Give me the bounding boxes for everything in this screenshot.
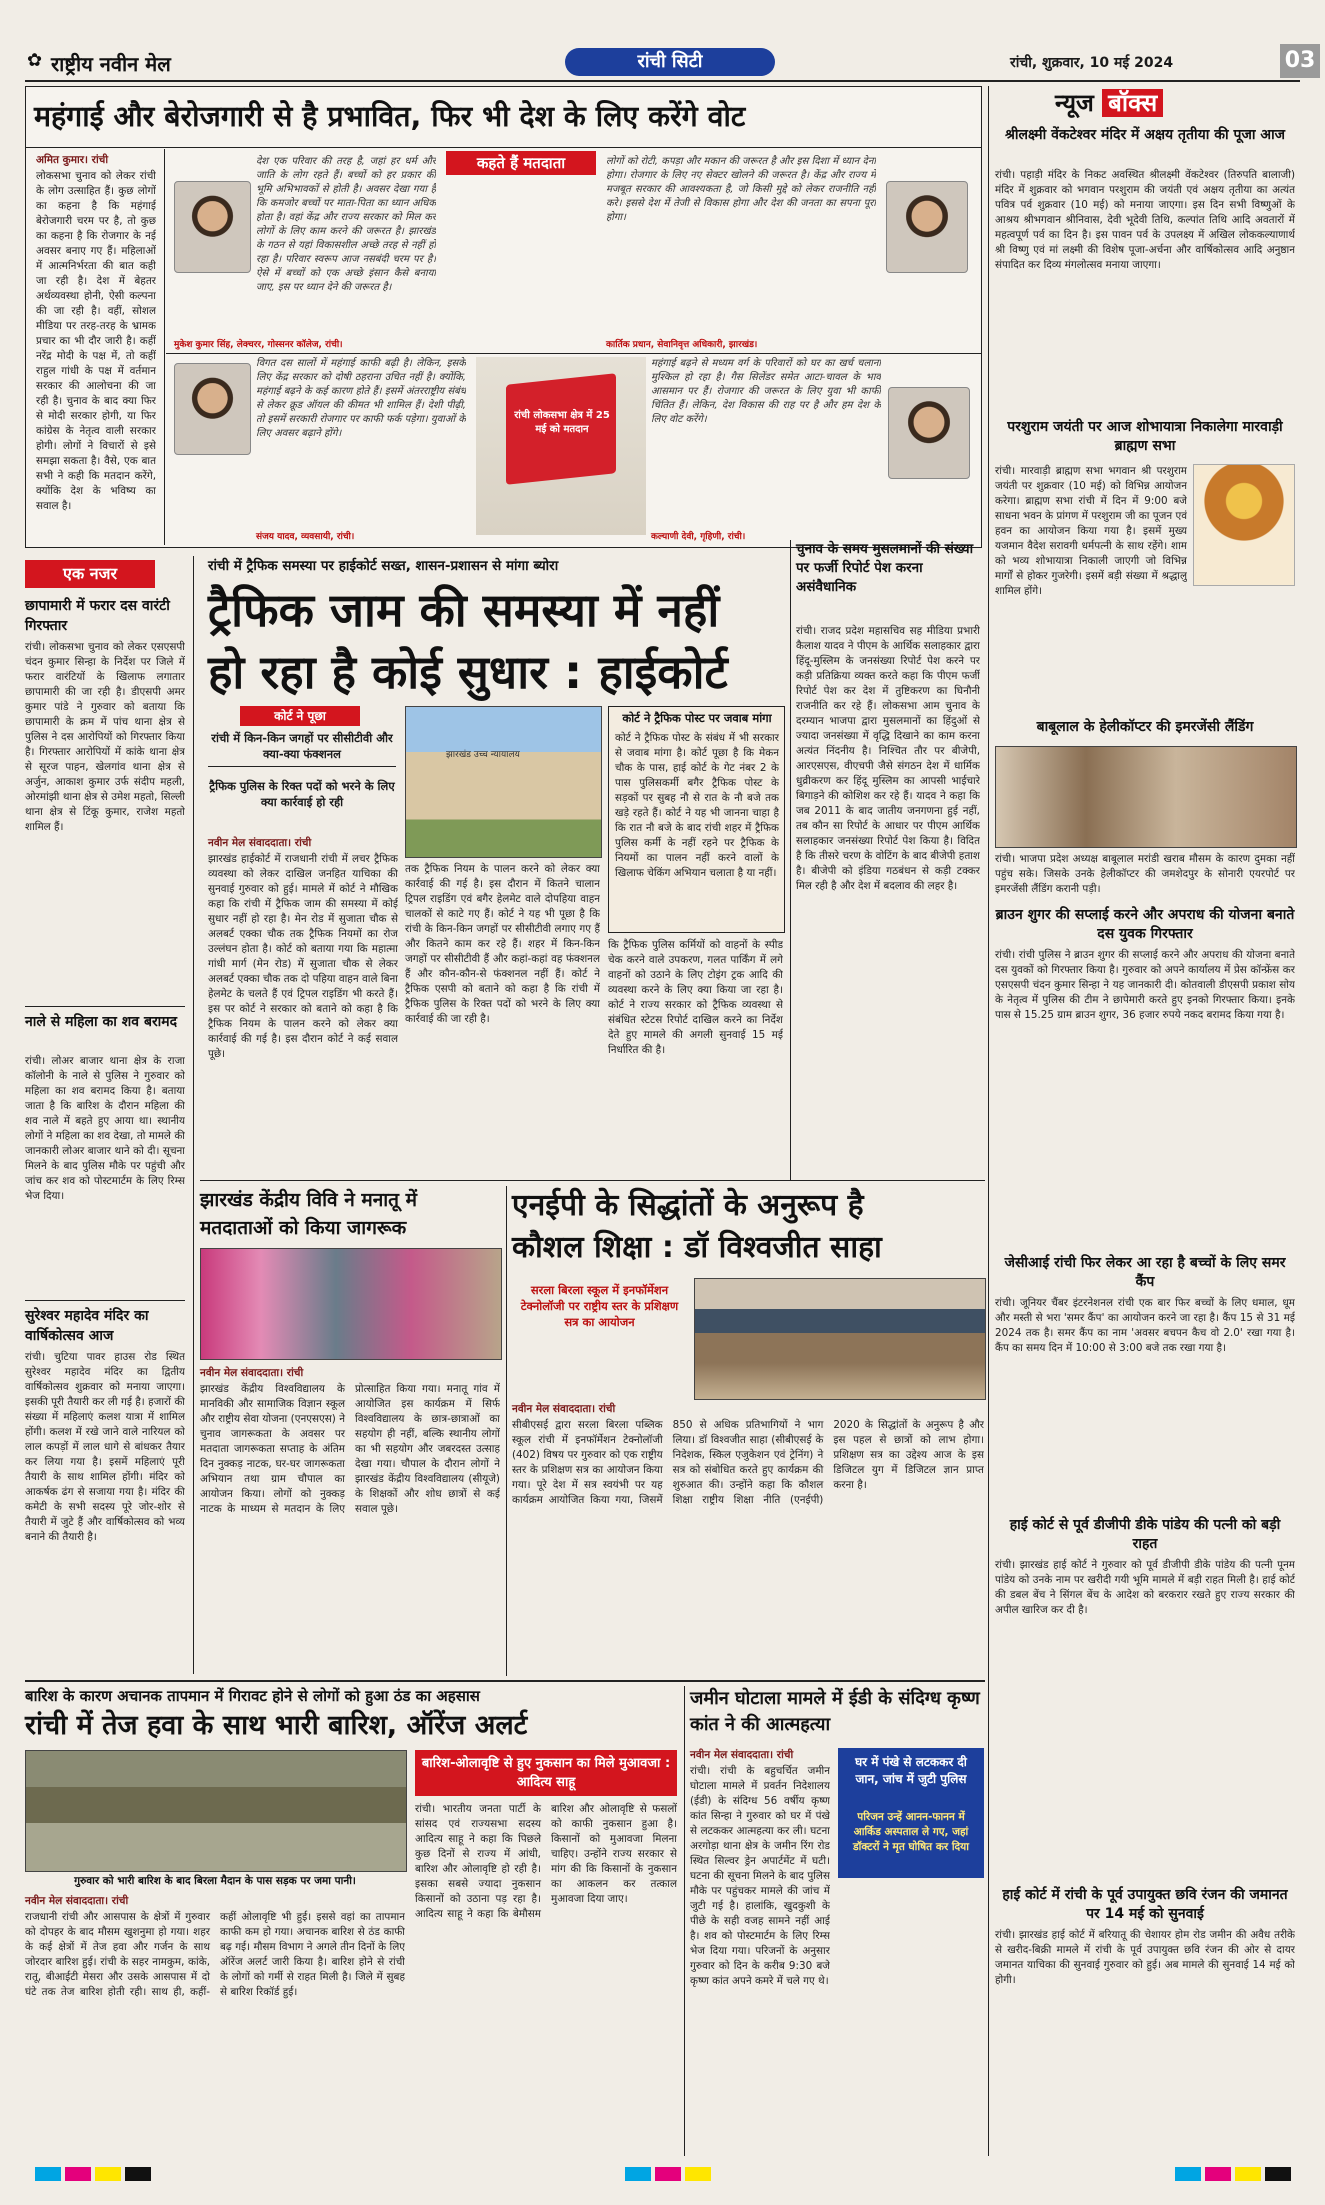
traffic-body-1: झारखंड हाईकोर्ट में राजधानी रांची में लचर ट्रैफिक व्यवस्था को लेकर दाखिल जनहित याचिका की सुनवाई गुरुवार को हुई। मामले में कोर्ट ने मौखिक कहा कि रांची में ट्रैफिक जाम की समस्या में कोई सुधार नहीं हो रहा है। मेन रोड में सुजाता चौक से अलबर्ट एक्का चौक तक ट्रैफिक नियमों का रोज उल्लंघन होता है। कोर्ट को बताया गया कि महात्मा गांधी मार्ग (मेन रोड) में सुजाता चौक से लेकर अलबर्ट एक्का चौक तक दो पहिया वाहन वाले बिना हेलमेट के चलते हैं एवं ट्रिपल राइडिंग भी करते हैं। इस पर कोर्ट ने सरकार को बताने को कहा है कि ट्रैफिक नियम के पालन करने को लेकर क्या कार्रवाई की गई है। इस दौरान कोर्ट ने कई सवाल पूछे। xyxy=(208,853,398,1060)
dateline: रांची, शुक्रवार, 10 मई 2024 xyxy=(1010,55,1174,71)
court-question-2: ट्रैफिक पुलिस के रिक्त पदों को भरने के लिए क्या कार्रवाई हो रही xyxy=(209,779,395,809)
land-scam-byline: नवीन मेल संवाददाता। रांची xyxy=(690,1749,794,1761)
university-story xyxy=(200,1186,500,1676)
brief-1-head: छापामारी में फरार दस वारंटी गिरफ्तार xyxy=(25,598,170,634)
rain-body: राजधानी रांची और आसपास के क्षेत्रों में गुरुवार को दोपहर के बाद मौसम खुशनुमा हो गया। शहर के कई क्षेत्रों में तेज हवा और गर्जन के साथ जोरदार बारिश हुई। रांची के सहर नामकुम, कांके, रातू, बीआईटी मेसरा और उसके आसपास में दो घंटे तक तेज बारिश होती रही। साथ ही, कहीं-कहीं ओलावृष्टि भी हुई। इससे वहां का तापमान काफी कम हो गया। अचानक बारिश से ठंड काफी बढ़ गई। मौसम विभाग ने अगले तीन दिनों के लिए ऑरेंज अलर्ट जारी किया है। बारिश होने से रांची के लोगों को गर्मी से राहत मिली है। जिले में सुबह से बारिश रिकॉर्ड हुई। xyxy=(25,1911,405,1998)
land-scam-body: रांची। रांची के बहुचर्चित जमीन घोटाला मामले में प्रवर्तन निदेशालय (ईडी) के संदिग्ध 56 वर्षीय कृष्ण कांत सिन्हा ने गुरुवार को घर में पंखे से लटककर आत्महत्या कर ली। घटना अरगोड़ा थाना क्षेत्र के जमीन रिंग रोड स्थित सिल्वर ड्रेन अपार्टमेंट में घटी। घटना की सूचना मिलने के बाद पुलिस मौके पर पहुंचकर मामले की जांच में जुटी गई है। हालांकि, खुदकुशी के पीछे के सही वजह सामने नहीं आई है। शव को पोस्टमार्टम के लिए रिम्स भेज दिया गया। परिजनों के अनुसार गुरुवार को दिन के करीब 9:30 बजे कृष्ण कांत अपने कमरे में चले गए थे। xyxy=(690,1765,830,1987)
skill-headline-2: कौशल शिक्षा : डॉ विश्वजीत साहा xyxy=(512,1230,882,1265)
skill-story xyxy=(512,1186,984,1676)
quote-3: विगत दस सालों में महंगाई काफी बढ़ी है। लेकिन, इसके लिए केंद्र सरकार को दोषी ठहराना उचित नहीं है। क्योंकि, महंगाई बढ़ने के कई कारण होते हैं। इसमें अंतरराष्ट्रीय संबंध से लेकर क्रूड ऑयल की कीमत भी शामिल हैं। देशी पीढ़ी, तो इसमें सरकारी रोजगार पर काफी फर्क पड़ेगा। युवाओं के लिए अवसर बढ़ाने होंगे। xyxy=(256,358,466,439)
university-headline-2: मतदाताओं को किया जागरूक xyxy=(200,1217,407,1239)
compensation-tag: बारिश-ओलावृष्टि से हुए नुकसान का मिले मुआवजा : आदित्य साहू xyxy=(415,1750,677,1796)
quote-3-person: संजय यादव, व्यवसायी, रांची। xyxy=(256,532,355,542)
color-swatch-1 xyxy=(35,2167,61,2181)
box-item-5-body: रांची। जूनियर चैंबर इंटरनेशनल रांची एक बार फिर बच्चों के लिए धमाल, धूम और मस्ती से भरा 'समर कैंप' का आयोजन करने जा रहा है। कैंप 15 से 31 मई 2024 तक है। समर कैंप का नाम 'अवसर बचपन कैच वो 2.0' रखा गया है। कैंप का समय दिन में 10:00 से 3:00 बजे तक रखा गया है। xyxy=(995,1297,1295,1354)
box-item-1-body: रांची। पहाड़ी मंदिर के निकट अवस्थित श्रीलक्ष्मी वेंकटेश्वर (तिरुपति बालाजी) मंदिर में शुक्रवार को भगवान परशुराम की जयंती एवं अक्षय तृतीया का अत्यंत पवित्र पर्व शुक्रवार (10 मई) को मनाया जाएगा। इस दिन सभी विष्णुओं के आश्रय श्रीभगवान श्रीनिवास, देवी भूदेवी तिथि, कल्पांत तिथि आदि अवतारों में महत्वपूर्ण पर्व का दिन है। इस पावन पर्व के उपलक्ष्य में अखिल लोककल्याणार्थ श्री विष्णु एवं मां लक्ष्मी की विशेष पूजा-अर्चना और वार्षिकोत्सव आदि अनुष्ठान संपादित कर दिव्य मंगलोत्सव मनाया जाएगा। xyxy=(995,169,1295,271)
box-item-3-head: बाबूलाल के हेलीकॉप्टर की इमरजेंसी लैंडिंग xyxy=(1036,719,1254,735)
quote-4: महंगाई बढ़ने से मध्यम वर्ग के परिवारों को घर का खर्च चलाना मुश्किल हो रहा है। गैस सिलेंडर समेत आटा-चावल के भाव आसमान पर हैं। रोजगार की जरूरत के लिए युवा भी काफी चिंतित हैं। लेकिन, देश विकास की राह पर है और हम देश के लिए वोट करेंगे। xyxy=(651,358,881,425)
color-swatch-10 xyxy=(1235,2167,1261,2181)
election-poster xyxy=(476,357,646,535)
box-item-4-head: ब्राउन शुगर की सप्लाई करने और अपराध की योजना बनाते दस युवक गिरफ्तार xyxy=(995,907,1295,942)
traffic-kicker: रांची में ट्रैफिक समस्या पर हाईकोर्ट सख्त, शासन-प्रशासन से मांगा ब्योरा xyxy=(208,558,559,574)
land-scam-story xyxy=(690,1686,984,2156)
color-swatch-11 xyxy=(1265,2167,1291,2181)
masthead-bar xyxy=(25,44,1316,82)
box-item-1-head: श्रीलक्ष्मी वेंकटेश्वर मंदिर में अक्षय तृतीया की पूजा आज xyxy=(1004,127,1286,143)
box-label: बॉक्स xyxy=(1102,89,1163,117)
quote-4-person: कल्याणी देवी, गृहिणी, रांची। xyxy=(651,532,746,542)
rain-story xyxy=(25,1686,680,2156)
traffic-headline-1: ट्रैफिक जाम की समस्या में नहीं xyxy=(208,583,720,637)
ek-nazar-tag: एक नजर xyxy=(25,560,155,588)
brief-3-head: सुरेश्वर महादेव मंदिर का वार्षिकोत्सव आज xyxy=(25,1308,149,1344)
color-swatch-2 xyxy=(65,2167,91,2181)
waterlogging-caption: गुरुवार को भारी बारिश के बाद बिरला मैदान के पास सड़क पर जमा पानी। xyxy=(74,1875,356,1887)
lead-story xyxy=(25,86,982,548)
box-item-4-body: रांची। रांची पुलिस ने ब्राउन शुगर की सप्लाई करने और अपराध की योजना बनाते दस युवकों को गिरफ्तार किया है। गुरुवार को अपने कार्यालय में प्रेस कॉन्फ्रेंस कर एसएसपी चंदन कुमार सिन्हा ने यह जानकारी दी। कोतवाली डीएसपी प्रकाश सोय के नेतृत्व में पुलिस की टीम ने छापेमारी करते हुए इनको गिरफ्तार किया। इनके पास से 15.25 ग्राम ब्राउन शुगर, 36 हजार रुपये नकद बरामद किया गया है। xyxy=(995,949,1295,1021)
quote-2-person: कार्तिक प्रधान, सेवानिवृत्त अधिकारी, झारखंड। xyxy=(606,340,758,350)
bird-logo-icon: ✿ xyxy=(27,50,43,71)
land-scam-headline: जमीन घोटाला मामले में ईडी के संदिग्ध कृष्ण कांत ने की आत्महत्या xyxy=(690,1688,980,1735)
skill-body: सीबीएसई द्वारा सरला बिरला पब्लिक स्कूल रांची में इनफॉर्मेशन टेक्नोलॉजी (402) विषय पर गुरुवार को एक राष्ट्रीय स्तर के प्रशिक्षण सत्र का आयोजन किया गया। पूरे देश में सत्र स्वयंभी पर यह कार्यक्रम आयोजित किया गया, जिसमें 850 से अधिक प्रतिभागियों ने भाग लिया। डॉ विश्वजीत साहा (सीबीएसई के निदेशक, स्किल एजुकेशन एवं ट्रेनिंग) ने सत्र को संबोधित करते हुए कार्यक्रम की शुरुआत की। उन्होंने कहा कि कौशल शिक्षा राष्ट्रीय शिक्षा नीति (एनईपी) 2020 के सिद्धांतों के अनुरूप है और इस पहल से छात्रों को लाभ होगा। प्रशिक्षण सत्र का उद्देश्य आज के इस डिजिटल युग में डिजिटल ज्ञान प्राप्त करना है। xyxy=(512,1419,984,1506)
brief-2-head: नाले से महिला का शव बरामद xyxy=(25,1014,178,1030)
parshuram-image xyxy=(1193,464,1295,586)
traffic-post-box xyxy=(608,706,785,933)
news-box-label xyxy=(1055,86,1163,119)
box-item-6-body: रांची। झारखंड हाई कोर्ट ने गुरुवार को पूर्व डीजीपी डीके पांडेय की पत्नी पूनम पांडेय को उनके नाम पर खरीदी गयी भूमि मामले में बड़ी राहत मिली है। हाई कोर्ट की डबल बेंच ने सिंगल बेंच के आदेश को बरकरार रखते हुए राज्य सरकार की अपील खारिज कर दी है। xyxy=(995,1559,1295,1616)
news-label: न्यूज xyxy=(1055,89,1094,117)
land-scam-box xyxy=(838,1748,984,1878)
quote-1-person: मुकेश कुमार सिंह, लेक्चरर, गोस्सनर कॉलेज, रांची। xyxy=(174,340,343,350)
poster-text: रांची लोकसभा क्षेत्र में 25 मई को मतदान xyxy=(514,410,610,435)
color-swatch-9 xyxy=(1205,2167,1231,2181)
muslim-report-story xyxy=(796,540,980,1180)
traffic-post-head: कोर्ट ने ट्रैफिक पोस्ट पर जवाब मांगा xyxy=(622,711,772,725)
land-scam-body-2 xyxy=(838,1884,984,2150)
court-asked-tag: कोर्ट ने पूछा xyxy=(240,706,360,726)
brief-2-body: रांची। लोअर बाजार थाना क्षेत्र के राजा कॉलोनी के नाले से पुलिस ने गुरुवार को महिला का शव बरामद किया है। बताया जाता है कि बारिश के दौरान महिला की शव नाले में बहते हुए आया था। स्थानीय लोगों ने महिला का शव देखा, तो मामले की जानकारी लोअर बाजार थाने को दी। सूचना मिलने के बाद पुलिस मौके पर पहुंची और जांच कर शव को पोस्टमार्टम के लिए रिम्स भेज दिया। xyxy=(25,1055,185,1202)
section-badge: रांची सिटी xyxy=(565,48,775,76)
skill-training-photo xyxy=(694,1278,986,1400)
traffic-byline: नवीन मेल संवाददाता। रांची xyxy=(208,837,312,849)
brief-3-body: रांची। चुटिया पावर हाउस रोड स्थित सुरेश्वर महादेव मंदिर का द्वितीय वार्षिकोत्सव शुक्रवार को मनाया जाएगा। इसकी पूरी तैयारी कर ली गई है। हजारों की संख्या में महिलाएं कलश यात्रा में शामिल होंगी। कलश में रखे जाने वाले नारियल को लाल कपड़ों में लाल धागे से बांधकर तैयार कर लिया गया है। इसमें महिलाएं पूरी तैयारी के साथ शामिल होंगी। मंदिर को आकर्षक ढंग से सजाया गया है। मंदिर की कमेटी के सभी सदस्य पूरे जोर-शोर से तैयारी में जुटे हैं और वार्षिकोत्सव को भव्य बनाने की तैयारी है। xyxy=(25,1351,185,1543)
skill-byline: नवीन मेल संवाददाता। रांची xyxy=(512,1403,616,1415)
lead-byline: अमित कुमार। रांची xyxy=(36,154,109,166)
high-court-photo-caption: झारखंड उच्च न्यायालय xyxy=(446,750,520,760)
news-box-column xyxy=(995,86,1300,2156)
color-swatch-3 xyxy=(95,2167,121,2181)
compensation-body: रांची। भारतीय जनता पार्टी के सांसद एवं राज्यसभा सदस्य आदित्य साहू ने कहा कि पिछले कुछ दिनों से राज्य में आंधी, बारिश और ओलावृष्टि हो रही है। इसका सबसे ज्यादा नुकसान किसानों को उठाना पड़ रहा है। आदित्य साहू ने कहा कि बेमौसम बारिश और ओलावृष्टि से फसलों को काफी नुकसान हुआ है। किसानों को मुआवजा मिलना चाहिए। उन्होंने राज्य सरकार से मांग की कि किसानों के नुकसान का आकलन कर तत्काल मुआवजा दिया जाए। xyxy=(415,1803,677,1920)
box-item-3-body: रांची। भाजपा प्रदेश अध्यक्ष बाबूलाल मरांडी खराब मौसम के कारण दुमका नहीं पहुंच सके। जिसके उनके हेलीकॉप्टर की जमशेदपुर के सोनारी एयरपोर्ट पर इमरजेंसी लैंडिंग करानी पड़ी। xyxy=(995,853,1295,895)
brief-1-body: रांची। लोकसभा चुनाव को लेकर एसएसपी चंदन कुमार सिन्हा के निर्देश पर जिले में फरार वारंटियों के खिलाफ लगातार छापामारी की जा रही है। डीएसपी अमर कुमार पांडे ने गुरुवार को बताया कि छापामारी के क्रम में पांच थाना क्षेत्र से पुलिस ने दस आरोपियों को गिरफ्तार किया है। गिरफ्तार आरोपियों में कांके थाना क्षेत्र से सूरज पाहन, खेलगांव थाना क्षेत्र से अर्जुन, आकाश कुमार उर्फ संदीप महली, ओरमांझी थाना क्षेत्र से उमेश महतो, सिल्ली थाना क्षेत्र से टिंकू कुमार, राजेश महतो शामिल हैं। xyxy=(25,641,185,833)
lead-body: लोकसभा चुनाव को लेकर रांची के लोग उत्साहित हैं। कुछ लोगों का कहना है कि महंगाई बेरोजगारी चरम पर है, तो कुछ का कहना है कि रोजगार के नई अवसर बनाए गए हैं। महिलाओं में आत्मनिर्भरता की बात कही जा रही है। देश में बेहतर अर्थव्यवस्था होनी, ऐसी कल्पना की जा रही है। वहीं, सोशल मीडिया पर तरह-तरह के भ्रामक प्रचार का भी दौर जारी है। कहीं नरेंद्र मोदी के पक्ष में, तो कहीं राहुल गांधी के पक्ष में वर्तमान सरकार की आलोचना की जा रही है। चुनाव के बाद क्या फिर से मोदी सरकार होगी, या फिर कांग्रेस के नेतृत्व वाली सरकार होगी। लोगों ने विचारों से इसे समझा सकता है। वैसे, एक बात सभी ने कही कि मतदान करेंगे, क्योंकि देश के भविष्य का सवाल है। xyxy=(36,170,156,512)
box-item-6-head: हाई कोर्ट से पूर्व डीजीपी डीके पांडेय की पत्नी को बड़ी राहत xyxy=(1009,1517,1281,1552)
lead-headline: महंगाई और बेरोजगारी से है प्रभावित, फिर भी देश के लिए करेंगे वोट xyxy=(34,100,746,133)
rain-kicker: बारिश के कारण अचानक तापमान में गिरावट होने से लोगों को हुआ ठंड का अहसास xyxy=(25,1687,480,1705)
ek-nazar-column xyxy=(25,560,190,1675)
box-item-2-head: परशुराम जयंती पर आज शोभायात्रा निकालेगा मारवाड़ी ब्राह्मण सभा xyxy=(1007,419,1283,454)
skill-headline-1: एनईपी के सिद्धांतों के अनुरूप है xyxy=(512,1188,864,1223)
page-number: 03 xyxy=(1280,44,1320,78)
quote-2: लोगों को रोटी, कपड़ा और मकान की जरूरत है और इस दिशा में ध्यान देना होगा। रोजगार के लिए नए सेक्टर खोलने की जरूरत है। केंद्र और राज्य में मजबूत सरकार की आवश्यकता है, जो किसी मुद्दे को लेकर राजनीति नहीं करे। इससे देश में तेजी से विकास होगा और देश की जनता का सपना पूरा होगा। xyxy=(606,156,876,223)
color-swatch-4 xyxy=(125,2167,151,2181)
skill-caption: सरला बिरला स्कूल में इनफॉर्मेशन टेक्नोलॉजी पर राष्ट्रीय स्तर के प्रशिक्षण सत्र का आयोजन xyxy=(520,1283,679,1329)
quote-1: देश एक परिवार की तरह है, जहां हर धर्म और जाति के लोग रहते हैं। बच्चों को हर प्रकार की भूमि अभिभावकों से होती है। अवसर देखा गया है कि कमजोर बच्चों पर माता-पिता का ध्यान अधिक होता है। वहां केंद्र और राज्य सरकार को मिल कर लोगों के लिए काम करने की जरूरत है। झारखंड के गठन से यहां विकासशील अच्छे तरह से नहीं हो रहा है। परिवार स्वरूप आज नसबंदी चरम पर है। ऐसे में बच्चों को एक अच्छे इंसान कैसे बनाया जाए, इस पर ध्यान देने की जरूरत है। xyxy=(256,156,436,293)
color-swatch-7 xyxy=(685,2167,711,2181)
voter-photo-3 xyxy=(174,363,251,455)
box-item-7-body: रांची। झारखंड हाई कोर्ट में बरियातू की चेशायर होम रोड जमीन की अवैध तरीके से खरीद-बिक्री मामले में रांची के पूर्व उपायुक्त छवि रंजन की ओर से दायर जमानत याचिका की सुनवाई गुरुवार को हुई। अब मामले की सुनवाई 14 मई को होगी। xyxy=(995,1929,1295,1986)
color-swatch-6 xyxy=(655,2167,681,2181)
high-court-photo xyxy=(405,706,602,858)
rain-byline: नवीन मेल संवाददाता। रांची xyxy=(25,1895,129,1907)
traffic-body-3: कि ट्रैफिक पुलिस कर्मियों को वाहनों के स्पीड चेक करने वाले उपकरण, गलत पार्किंग में लगे वाहनों को उठाने के लिए टोइंग ट्रक आदि की व्यवस्था करने के लिए क्या किया जा रहा है। कोर्ट ने राज्य सरकार को ट्रैफिक व्यवस्था से संबंधित स्टेटस रिपोर्ट दाखिल करने का निर्देश देते हुए मामले की अगली सुनवाई 15 मई निर्धारित की है। xyxy=(608,939,783,1056)
muslim-report-body: रांची। राजद प्रदेश महासचिव सह मीडिया प्रभारी कैलाश यादव ने पीएम के आर्थिक सलाहकार द्वारा हिंदू-मुस्लिम के जनसंख्या रिपोर्ट पेश करने पर कड़ी प्रतिक्रिया व्यक्त करते कहा कि पीएम फर्जी रिपोर्ट पेश कर देश में तुष्टिकरण का घिनौनी राजनीति कर रहे हैं। लोकसभा आम चुनाव के दरम्यान भाजपा द्वारा मुसलमानों का हिंदुओं से ज्यादा जनसंख्या में वृद्धि दिखाने का काम करना अत्यंत निंदनीय है। निश्चित तौर पर बीजेपी, आरएसएस, वीएचपी जैसे संगठन देश में धार्मिक धुव्रीकरण कर हिंदू मुस्लिम का आपसी भाईचारे बिगाड़ने की कोशिश कर रहे हैं। यादव ने कहा कि जब 2011 के बाद जातीय जनगणना हुई नहीं, तब कौन सा रिपोर्ट के आधार पर पीएम आर्थिक सलाहकार जनसंख्या रिपोर्ट पेश किया है। विदित है कि तीसरे चरण के वोटिंग के बाद बीजेपी हताश है। बीजेपी को इंडिया गठबंधन से कड़ी टक्कर मिल रही है और देश में बदलाव की लहर है। xyxy=(796,625,980,892)
box-item-2-body: रांची। मारवाड़ी ब्राह्मण सभा भगवान श्री परशुराम जयंती पर शुक्रवार (10 मई) को विभिन्न आयोजन करेगा। ब्राह्मण सभा रांची में दिन में 9:00 बजे साधना भवन के प्रांगण में परशुराम जी का पूजन एवं हवन का आयोजन किया गया है। इसमें मुख्य यजमान वैदेश सरावगी धर्मपत्नी के साथ रहेंगे। शाम को भव्य शोभायात्रा निकाली जाएगी जो विभिन्न मार्गों से होकर गुजरेगी। इसमें बड़ी संख्या में श्रद्धालु शामिल होंगे। xyxy=(995,465,1187,597)
traffic-headline-2: हो रहा है कोई सुधार : हाईकोर्ट xyxy=(208,645,728,699)
traffic-story xyxy=(200,556,785,1176)
color-swatch-8 xyxy=(1175,2167,1201,2181)
traffic-body-2: तक ट्रैफिक नियम के पालन करने को लेकर क्या कार्रवाई की गई है। इस दौरान में कितने चालान ट्रिपल राइडिंग एवं बगैर हेलमेट वाले दोपहिया वाहन चालकों से काटे गए हैं। कोर्ट ने यह भी पूछा है कि रांची के किन-किन जगहों पर सीसीटीवी लगाए गए हैं और कितने काम कर रहे हैं। शहर में किन-किन जगहों पर सीसीटीवी हैं और कहां-कहां वह फंक्शनल हैं और कौन-कौन-से फंक्शनल नहीं हैं। कोर्ट ने ट्रैफिक एसपी को बताने को कहा है कि रांची में ट्रैफिक पुलिस के रिक्त पदों को भरने के लिए क्या कार्रवाई की जा रही है। xyxy=(405,863,600,1025)
babulal-helicopter-photo xyxy=(995,746,1297,848)
university-byline: नवीन मेल संवाददाता। रांची xyxy=(200,1367,304,1379)
university-body: झारखंड केंद्रीय विश्वविद्यालय के मानविकी और सामाजिक विज्ञान स्कूल और राष्ट्रीय सेवा योजना (एनएसएस) ने चुनाव जागरूकता के अवसर पर मतदाता जागरूकता सप्ताह के अंतिम दिन नुक्कड़ नाटक, घर-घर जागरूकता अभियान तथा ग्राम चौपाल का आयोजन किया। लोगों को नुक्कड़ नाटक के माध्यम से मतदान के लिए प्रोत्साहित किया गया। मनातू गांव में आयोजित इस कार्यक्रम में सिर्फ विश्वविद्यालय के छात्र-छात्राओं का सहयोग ही नहीं, बल्कि स्थानीय लोगों का भी सहयोग और जबरदस्त उत्साह देखा गया। चौपाल के दौरान लोगों ने झारखंड केंद्रीय विश्वविद्यालय (सीयूजे) के शिक्षकों और शोध छात्रों से कई सवाल पूछे। xyxy=(200,1383,500,1515)
box-item-7-head: हाई कोर्ट में रांची के पूर्व उपायुक्त छवि रंजन की जमानत पर 14 मई को सुनवाई xyxy=(1002,1887,1288,1922)
land-scam-box-head: घर में पंखे से लटककर दी जान, जांच में जुटी पुलिस xyxy=(855,1755,967,1786)
voter-photo-1 xyxy=(174,181,251,273)
color-swatch-5 xyxy=(625,2167,651,2181)
waterlogging-photo xyxy=(25,1750,407,1872)
court-question-1: रांची में किन-किन जगहों पर सीसीटीवी और क्या-क्या फंक्शनल xyxy=(208,730,396,767)
registration-strip xyxy=(25,2164,1300,2184)
muslim-report-headline: चुनाव के समय मुसलमानों की संख्या पर फर्जी रिपोर्ट पेश करना असंवैधानिक xyxy=(796,541,974,595)
paper-name: राष्ट्रीय नवीन मेल xyxy=(51,52,171,76)
rain-headline: रांची में तेज हवा के साथ भारी बारिश, ऑरेंज अलर्ट xyxy=(25,1710,528,1741)
land-scam-box-sub: परिजन उन्हें आनन-फानन में आर्किड अस्पताल ले गए, जहां डॉक्टरों ने मृत घोषित कर दिया xyxy=(853,1811,969,1853)
voter-photo-2 xyxy=(886,181,968,273)
voters-say-tag: कहते हैं मतदाता xyxy=(446,151,596,175)
box-item-5-head: जेसीआई रांची फिर लेकर आ रहा है बच्चों के लिए समर कैंप xyxy=(1004,1255,1286,1290)
traffic-post-body: कोर्ट ने ट्रैफिक पोस्ट के संबंध में भी सरकार से जवाब मांगा है। कोर्ट पूछा है कि मेकन चौक के पास, हाई कोर्ट के गेट नंबर 2 के पास पुलिसकर्मी बगैर ट्रैफिक पोस्ट के सड़कों पर सुबह नौ से रात के नौ बजे तक खड़े रहते हैं। कोर्ट ने यह भी जानना चाहा है कि रात नौ बजे के बाद रांची शहर में ट्रैफिक पुलिस कर्मी के नहीं रहने पर ट्रैफिक के नियमों का पालन नहीं करने वालों के खिलाफ चेकिंग अभियान चलाता है या नहीं। xyxy=(615,732,779,879)
voter-photo-4 xyxy=(888,387,970,479)
university-awareness-photo xyxy=(200,1248,502,1360)
university-headline-1: झारखंड केंद्रीय विवि ने मनातू में xyxy=(200,1189,417,1211)
